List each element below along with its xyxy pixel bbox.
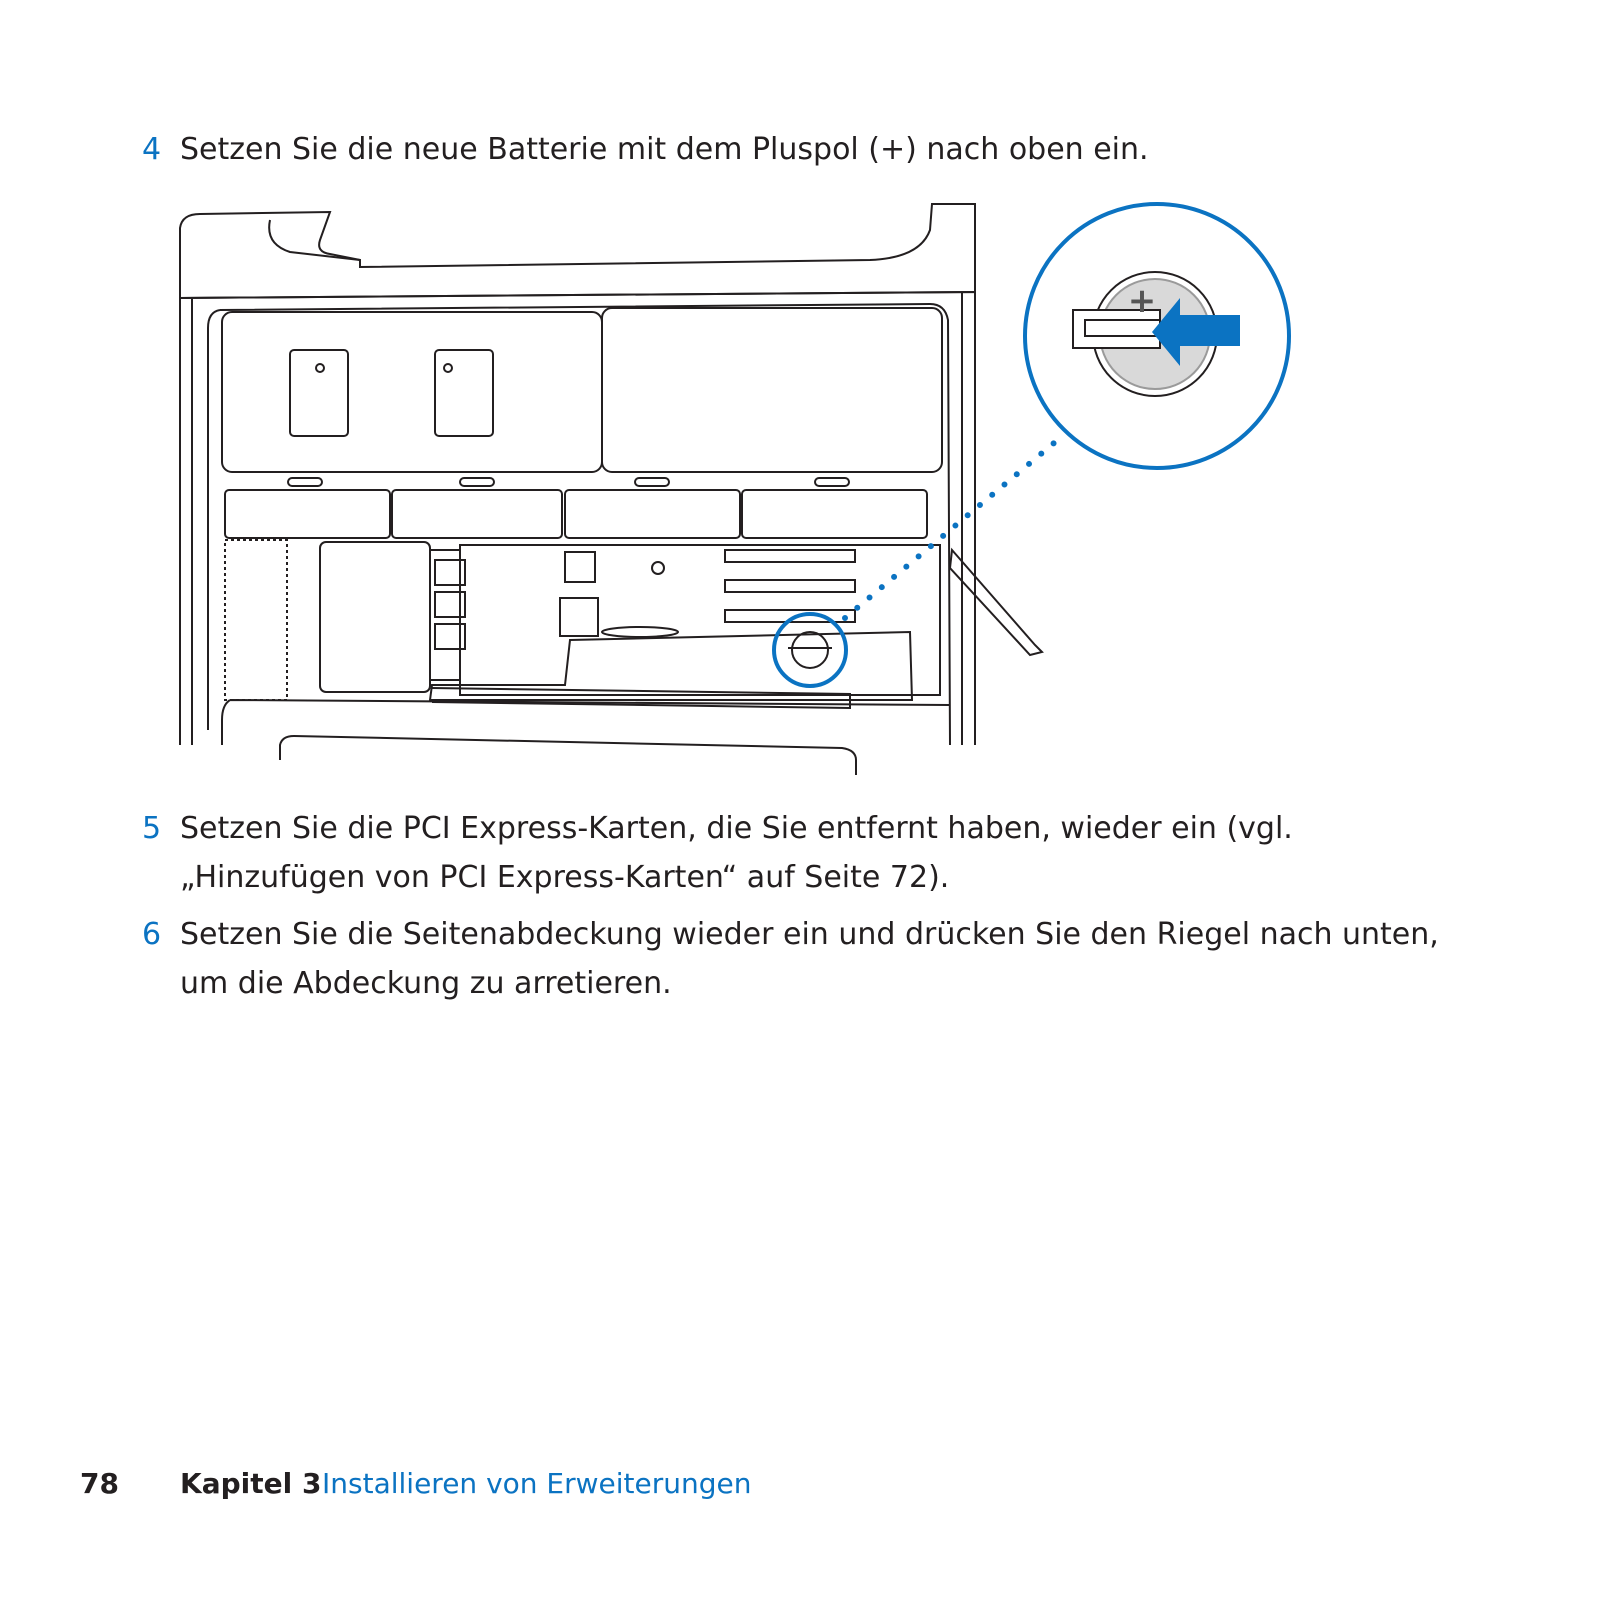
step-6 — [142, 910, 1472, 1008]
drive-bay-large — [602, 308, 942, 472]
step-number: 5 — [142, 811, 162, 846]
case-frame — [180, 292, 975, 745]
step-text: Setzen Sie die PCI Express-Karten, die Sie entfernt haben, wieder ein (vgl. „Hinzufügen von PCI Express-Karten“ auf Seite 72). — [180, 811, 1293, 895]
drive-sled-2 — [392, 490, 562, 538]
case-top-handle — [180, 204, 975, 298]
callout-connector — [845, 438, 1060, 618]
mac-pro-battery-illustration — [170, 200, 1340, 800]
logic-board — [460, 545, 940, 695]
drive-sled-3 — [565, 490, 740, 538]
step-4 — [142, 125, 1472, 174]
step-text: Setzen Sie die Seitenabdeckung wieder ein und drücken Sie den Riegel nach unten, um die Abdeckung zu arretieren. — [180, 917, 1439, 1001]
pci-slot-1 — [725, 550, 855, 562]
drive-sled-4 — [742, 490, 927, 538]
step-5 — [142, 804, 1472, 902]
drive-slot-2 — [435, 350, 493, 436]
step-text: Setzen Sie die neue Batterie mit dem Pluspol (+) nach oben ein. — [180, 132, 1149, 167]
side-latch — [950, 550, 1042, 655]
memory-cage — [320, 542, 430, 692]
chapter-label: Kapitel 3 — [180, 1467, 322, 1500]
drive-slot-1 — [290, 350, 348, 436]
drive-sled-1 — [225, 490, 390, 538]
step-number: 6 — [142, 917, 162, 952]
chapter-title: Installieren von Erweiterungen — [322, 1467, 752, 1500]
plus-symbol: + — [1127, 281, 1157, 321]
step-number: 4 — [142, 132, 162, 167]
battery-location-marker — [774, 614, 846, 686]
page-number: 78 — [80, 1467, 119, 1500]
vent-mesh — [225, 540, 287, 700]
pci-slot-2 — [725, 580, 855, 592]
optical-bay — [222, 312, 602, 472]
